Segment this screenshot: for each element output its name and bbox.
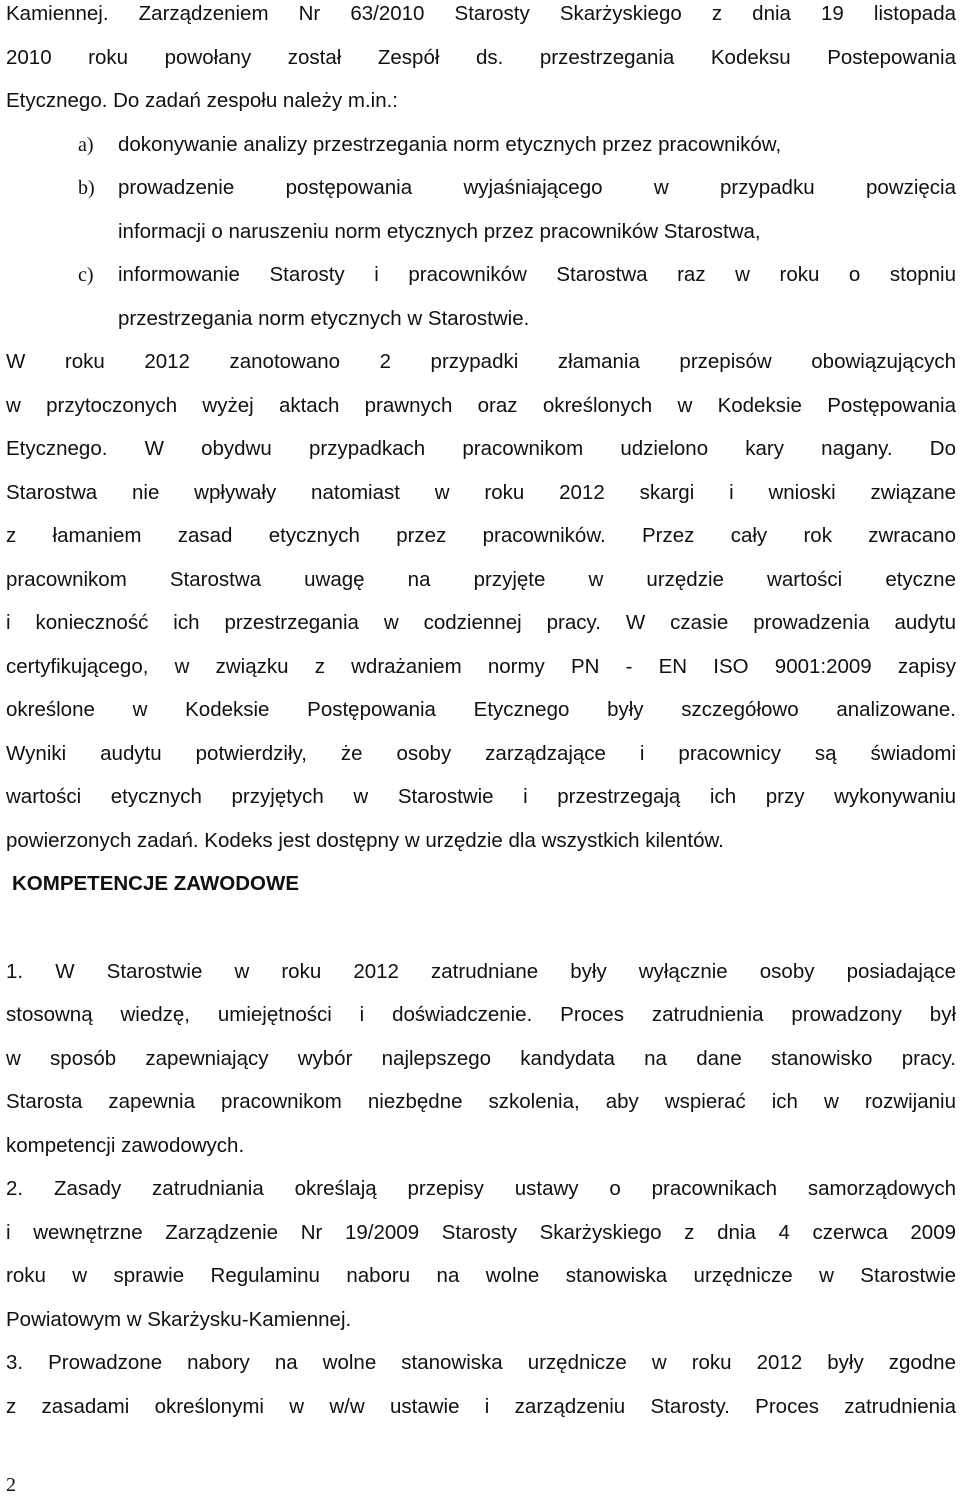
document-page (6, 0, 956, 1436)
paragraph-line: Etycznego. W obydwu przypadkach pracownikom udzielono kary nagany. Do (6, 437, 956, 460)
list-item-a (6, 131, 956, 175)
paragraph-line: W roku 2012 zanotowano 2 przypadki złamania przepisów obowiązujących (6, 350, 956, 373)
list-item-text: dokonywanie analizy przestrzegania norm etycznych przez pracowników, (118, 132, 782, 156)
section-heading: KOMPETENCJE ZAWODOWE (12, 872, 300, 895)
paragraph-line: certyfikującego, w związku z wdrażaniem normy PN - EN ISO 9001:2009 zapisy (6, 654, 956, 678)
paragraph-line: 2010 roku powołany został Zespół ds. przestrzegania Kodeksu Postepowania (6, 45, 956, 69)
list-marker: a) (78, 133, 94, 156)
list-item-text: prowadzenie postępowania wyjaśniającego w przypadku powzięcia (118, 176, 956, 199)
paragraph-line: 2. Zasady zatrudniania określają przepisy ustawy o pracownikach samorządowych (6, 1177, 956, 1200)
paragraph-line: Powiatowym w Skarżysku-Kamiennej. (6, 1307, 352, 1331)
list-item-b (6, 174, 956, 218)
paragraph-line: w przytoczonych wyżej aktach prawnych oraz określonych w Kodeksie Postępowania (6, 393, 956, 417)
paragraph-line: z zasadami określonymi w w/w ustawie i zarządzeniu Starosty. Proces zatrudnienia (6, 1394, 956, 1418)
paragraph-line: i wewnętrzne Zarządzenie Nr 19/2009 Starosty Skarżyskiego z dnia 4 czerwca 2009 (6, 1220, 956, 1244)
list-marker: c) (78, 264, 94, 286)
paragraph-line: z łamaniem zasad etycznych przez pracowników. Przez cały rok zwracano (6, 524, 956, 547)
list-item-text: informowanie Starosty i pracowników Starostwa raz w roku o stopniu (118, 263, 956, 286)
paragraph-line: określone w Kodeksie Postępowania Etycznego były szczegółowo analizowane. (6, 698, 956, 721)
paragraph-line: 1. W Starostwie w roku 2012 zatrudniane były wyłącznie osoby posiadające (6, 959, 956, 983)
list-marker: b) (78, 177, 95, 199)
paragraph-line: w sposób zapewniający wybór najlepszego kandydata na dane stanowisko pracy. (6, 1046, 956, 1070)
paragraph-line: roku w sprawie Regulaminu naboru na wolne stanowiska urzędnicze w Starostwie (6, 1264, 956, 1287)
paragraph-line: powierzonych zadań. Kodeks jest dostępny w urzędzie dla wszystkich kilentów. (6, 828, 724, 852)
list-item-continuation: przestrzegania norm etycznych w Starostwie. (118, 306, 530, 330)
paragraph-line: Wyniki audytu potwierdziły, że osoby zarządzające i pracownicy są świadomi (6, 741, 956, 765)
paragraph-line: Etycznego. Do zadań zespołu należy m.in.: (6, 89, 398, 112)
paragraph-line: i konieczność ich przestrzegania w codziennej pracy. W czasie prowadzenia audytu (6, 611, 956, 634)
paragraph-line: Starostwa nie wpływały natomiast w roku 2012 skargi i wnioski związane (6, 480, 956, 504)
list-item-c (6, 261, 956, 305)
spacer (6, 914, 956, 958)
paragraph-line: wartości etycznych przyjętych w Starostwie i przestrzegają ich przy wykonywaniu (6, 785, 956, 808)
paragraph-line: Starosta zapewnia pracownikom niezbędne szkolenia, aby wspierać ich w rozwijaniu (6, 1090, 956, 1113)
paragraph-line: pracownikom Starostwa uwagę na przyjęte w urzędzie wartości etyczne (6, 567, 956, 591)
list-item-continuation: informacji o naruszeniu norm etycznych przez pracowników Starostwa, (118, 219, 761, 243)
paragraph-line: 3. Prowadzone nabory na wolne stanowiska urzędnicze w roku 2012 były zgodne (6, 1351, 956, 1374)
page-number: 2 (6, 1474, 16, 1496)
paragraph-line: kompetencji zawodowych. (6, 1133, 245, 1157)
paragraph-line: Kamiennej. Zarządzeniem Nr 63/2010 Starosty Skarżyskiego z dnia 19 listopada (6, 2, 956, 25)
paragraph-line: stosowną wiedzę, umiejętności i doświadczenie. Proces zatrudnienia prowadzony był (6, 1003, 956, 1026)
